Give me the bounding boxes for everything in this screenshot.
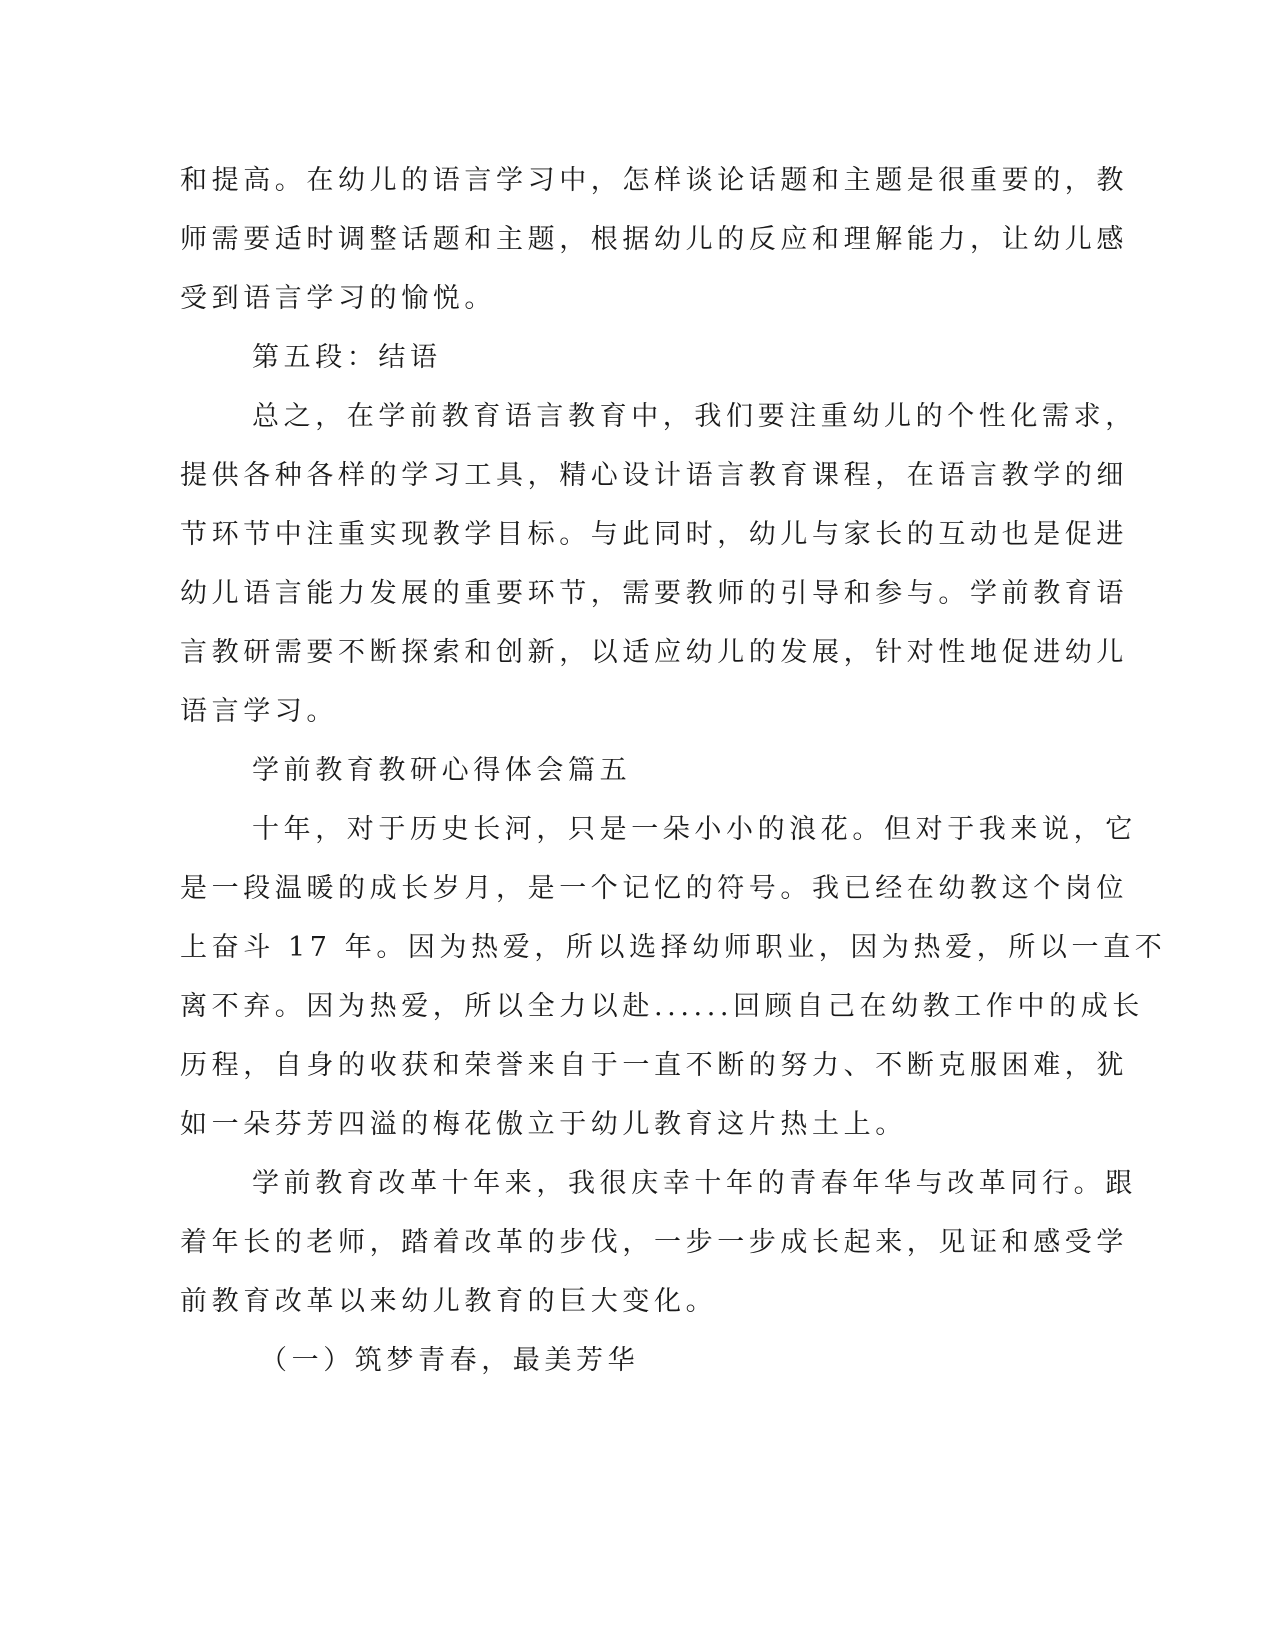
text-line: 和提高。在幼儿的语言学习中，怎样谈论话题和主题是很重要的，教: [180, 165, 1128, 196]
text-line: 节环节中注重实现教学目标。与此同时，幼儿与家长的互动也是促进: [180, 519, 1128, 550]
text-line: 提供各种各样的学习工具，精心设计语言教育课程，在语言教学的细: [180, 460, 1128, 491]
text-line: 十年，对于历史长河，只是一朵小小的浪花。但对于我来说，它: [252, 814, 1137, 845]
text-line: 师需要适时调整话题和主题，根据幼儿的反应和理解能力，让幼儿感: [180, 224, 1128, 255]
text-line: 如一朵芬芳四溢的梅花傲立于幼儿教育这片热土上。: [180, 1109, 907, 1140]
text-line: 历程，自身的收获和荣誉来自于一直不断的努力、不断克服困难，犹: [180, 1050, 1128, 1081]
text-line: 是一段温暖的成长岁月，是一个记忆的符号。我已经在幼教这个岗位: [180, 873, 1128, 904]
text-line: 总之，在学前教育语言教育中，我们要注重幼儿的个性化需求，: [252, 401, 1137, 432]
text-line: 语言学习。: [180, 696, 338, 727]
text-line: 受到语言学习的愉悦。: [180, 283, 496, 314]
text-line: 上奋斗 17 年。因为热爱，所以选择幼师职业，因为热爱，所以一直不: [180, 932, 1167, 963]
text-line: 言教研需要不断探索和创新，以适应幼儿的发展，针对性地促进幼儿: [180, 637, 1128, 668]
section-heading: 第五段：结语: [252, 342, 442, 373]
text-line: 学前教育改革十年来，我很庆幸十年的青春年华与改革同行。跟: [252, 1168, 1137, 1199]
text-line: 离不弃。因为热爱，所以全力以赴......回顾自己在幼教工作中的成长: [180, 991, 1144, 1022]
article-title: 学前教育教研心得体会篇五: [252, 755, 632, 786]
text-line: 着年长的老师，踏着改革的步伐，一步一步成长起来，见证和感受学: [180, 1227, 1128, 1258]
text-line: 前教育改革以来幼儿教育的巨大变化。: [180, 1286, 718, 1317]
text-line: 幼儿语言能力发展的重要环节，需要教师的引导和参与。学前教育语: [180, 578, 1128, 609]
subsection-heading: （一）筑梦青春，最美芳华: [260, 1345, 640, 1376]
